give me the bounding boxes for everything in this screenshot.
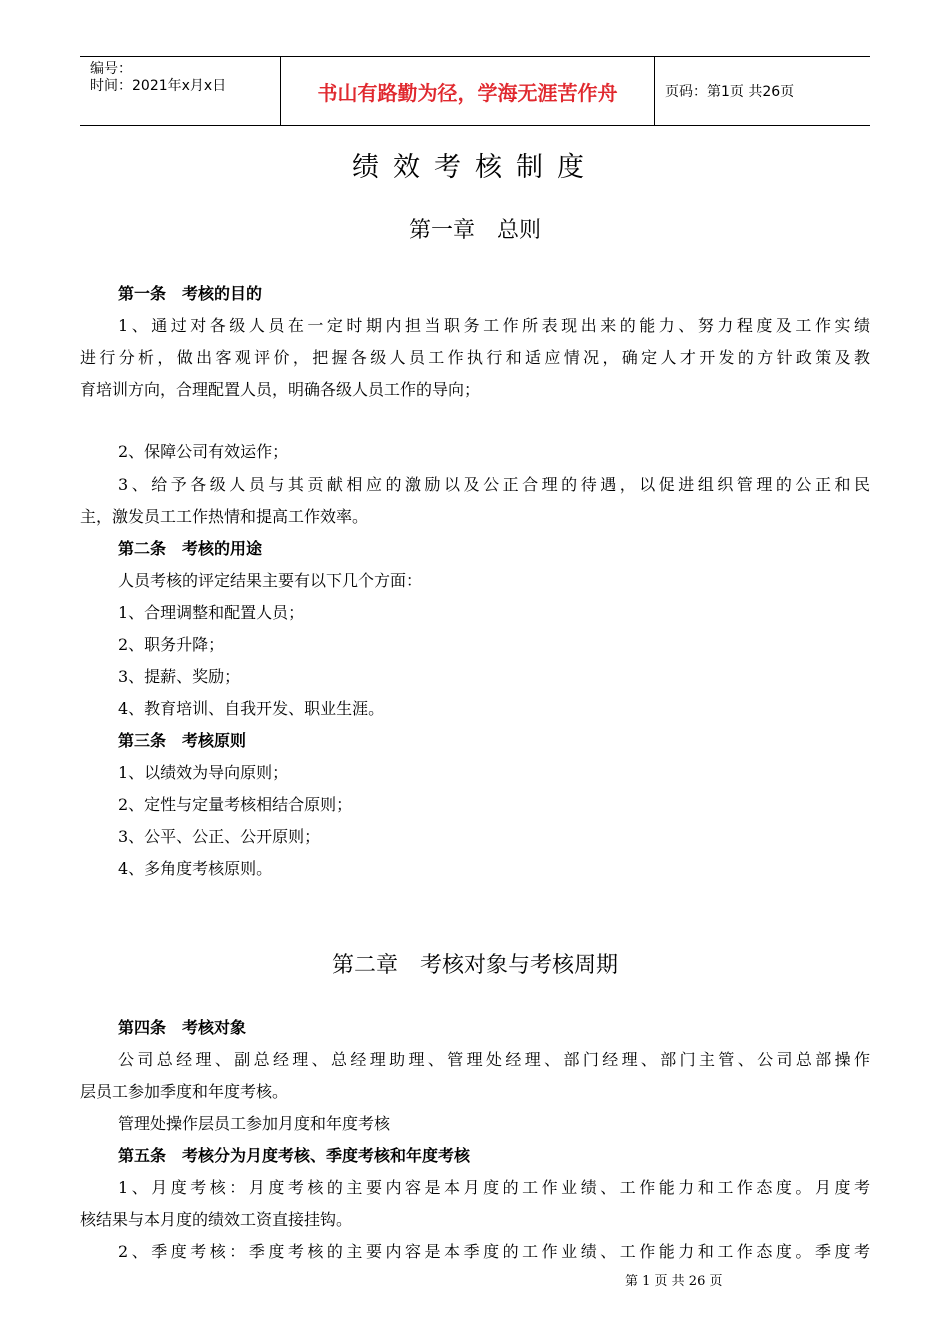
article-2-title: 第二条 考核的用途 [118,539,263,558]
article-2-item-3: 3、提薪、奖励； [118,667,241,686]
article-3-item-2: 2、定性与定量考核相结合原则； [118,795,353,814]
article-1-para-1-line-1: 1、通过对各级人员在一定时期内担当职务工作所表现出来的能力、努力程度及工作实绩 [118,316,870,335]
article-1-para-1-line-2: 进行分析，做出客观评价，把握各级人员工作执行和适应情况，确定人才开发的方针政策及教 [80,348,870,367]
article-3-item-3: 3、公平、公正、公开原则； [118,827,321,846]
article-3-item-1: 1、以绩效为导向原则； [118,763,289,782]
article-4-para-1-line-2: 层员工参加季度和年度考核。 [80,1082,289,1101]
article-4-title: 第四条 考核对象 [118,1018,247,1037]
header-motto: 书山有路勤为径，学海无涯苦作舟 [281,57,655,125]
article-1-title: 第一条 考核的目的 [118,284,263,303]
document-title: 绩效考核制度 [352,152,598,183]
article-3-title: 第三条 考核原则 [118,731,247,750]
number-label: 编号： [90,61,132,77]
chapter-2-heading: 第二章 考核对象与考核周期 [331,953,618,978]
time-label: 时间：2021年x月x日 [90,78,227,94]
article-2-item-1: 1、合理调整和配置人员； [118,603,305,622]
article-3-item-4: 4、多角度考核原则。 [118,859,273,878]
article-2-item-2: 2、职务升降； [118,635,225,654]
article-5-title: 第五条 考核分为月度考核、季度考核和年度考核 [118,1146,471,1165]
article-4-para-2: 管理处操作层员工参加月度和年度考核 [118,1114,391,1133]
article-1-para-1-line-3: 育培训方向，合理配置人员，明确各级人员工作的导向； [80,380,481,399]
article-5-para-1-line-1: 1、月度考核：月度考核的主要内容是本月度的工作业绩、工作能力和工作态度。月度考 [118,1178,870,1197]
article-4-para-1-line-1: 公司总经理、副总经理、总经理助理、管理处经理、部门经理、部门主管、公司总部操作 [118,1050,870,1069]
article-2-intro: 人员考核的评定结果主要有以下几个方面： [118,571,423,590]
article-1-para-3-line-1: 3、给予各级人员与其贡献相应的激励以及公正合理的待遇，以促进组织管理的公正和民 [118,475,870,494]
article-2-item-4: 4、教育培训、自我开发、职业生涯。 [118,699,385,718]
chapter-1-heading: 第一章 总则 [408,218,541,243]
header-meta-cell [80,57,281,125]
header-page-info: 页码：第1页 共26页 [665,84,795,100]
article-5-para-2-line-1: 2、季度考核：季度考核的主要内容是本季度的工作业绩、工作能力和工作态度。季度考 [118,1242,870,1261]
article-1-para-2: 2、保障公司有效运作； [118,442,289,461]
article-5-para-1-line-2: 核结果与本月度的绩效工资直接挂钩。 [80,1210,353,1229]
document-header [80,56,870,126]
page-footer: 第 1 页 共 26 页 [625,1274,723,1289]
article-1-para-3-line-2: 主，激发员工工作热情和提高工作效率。 [80,507,369,526]
